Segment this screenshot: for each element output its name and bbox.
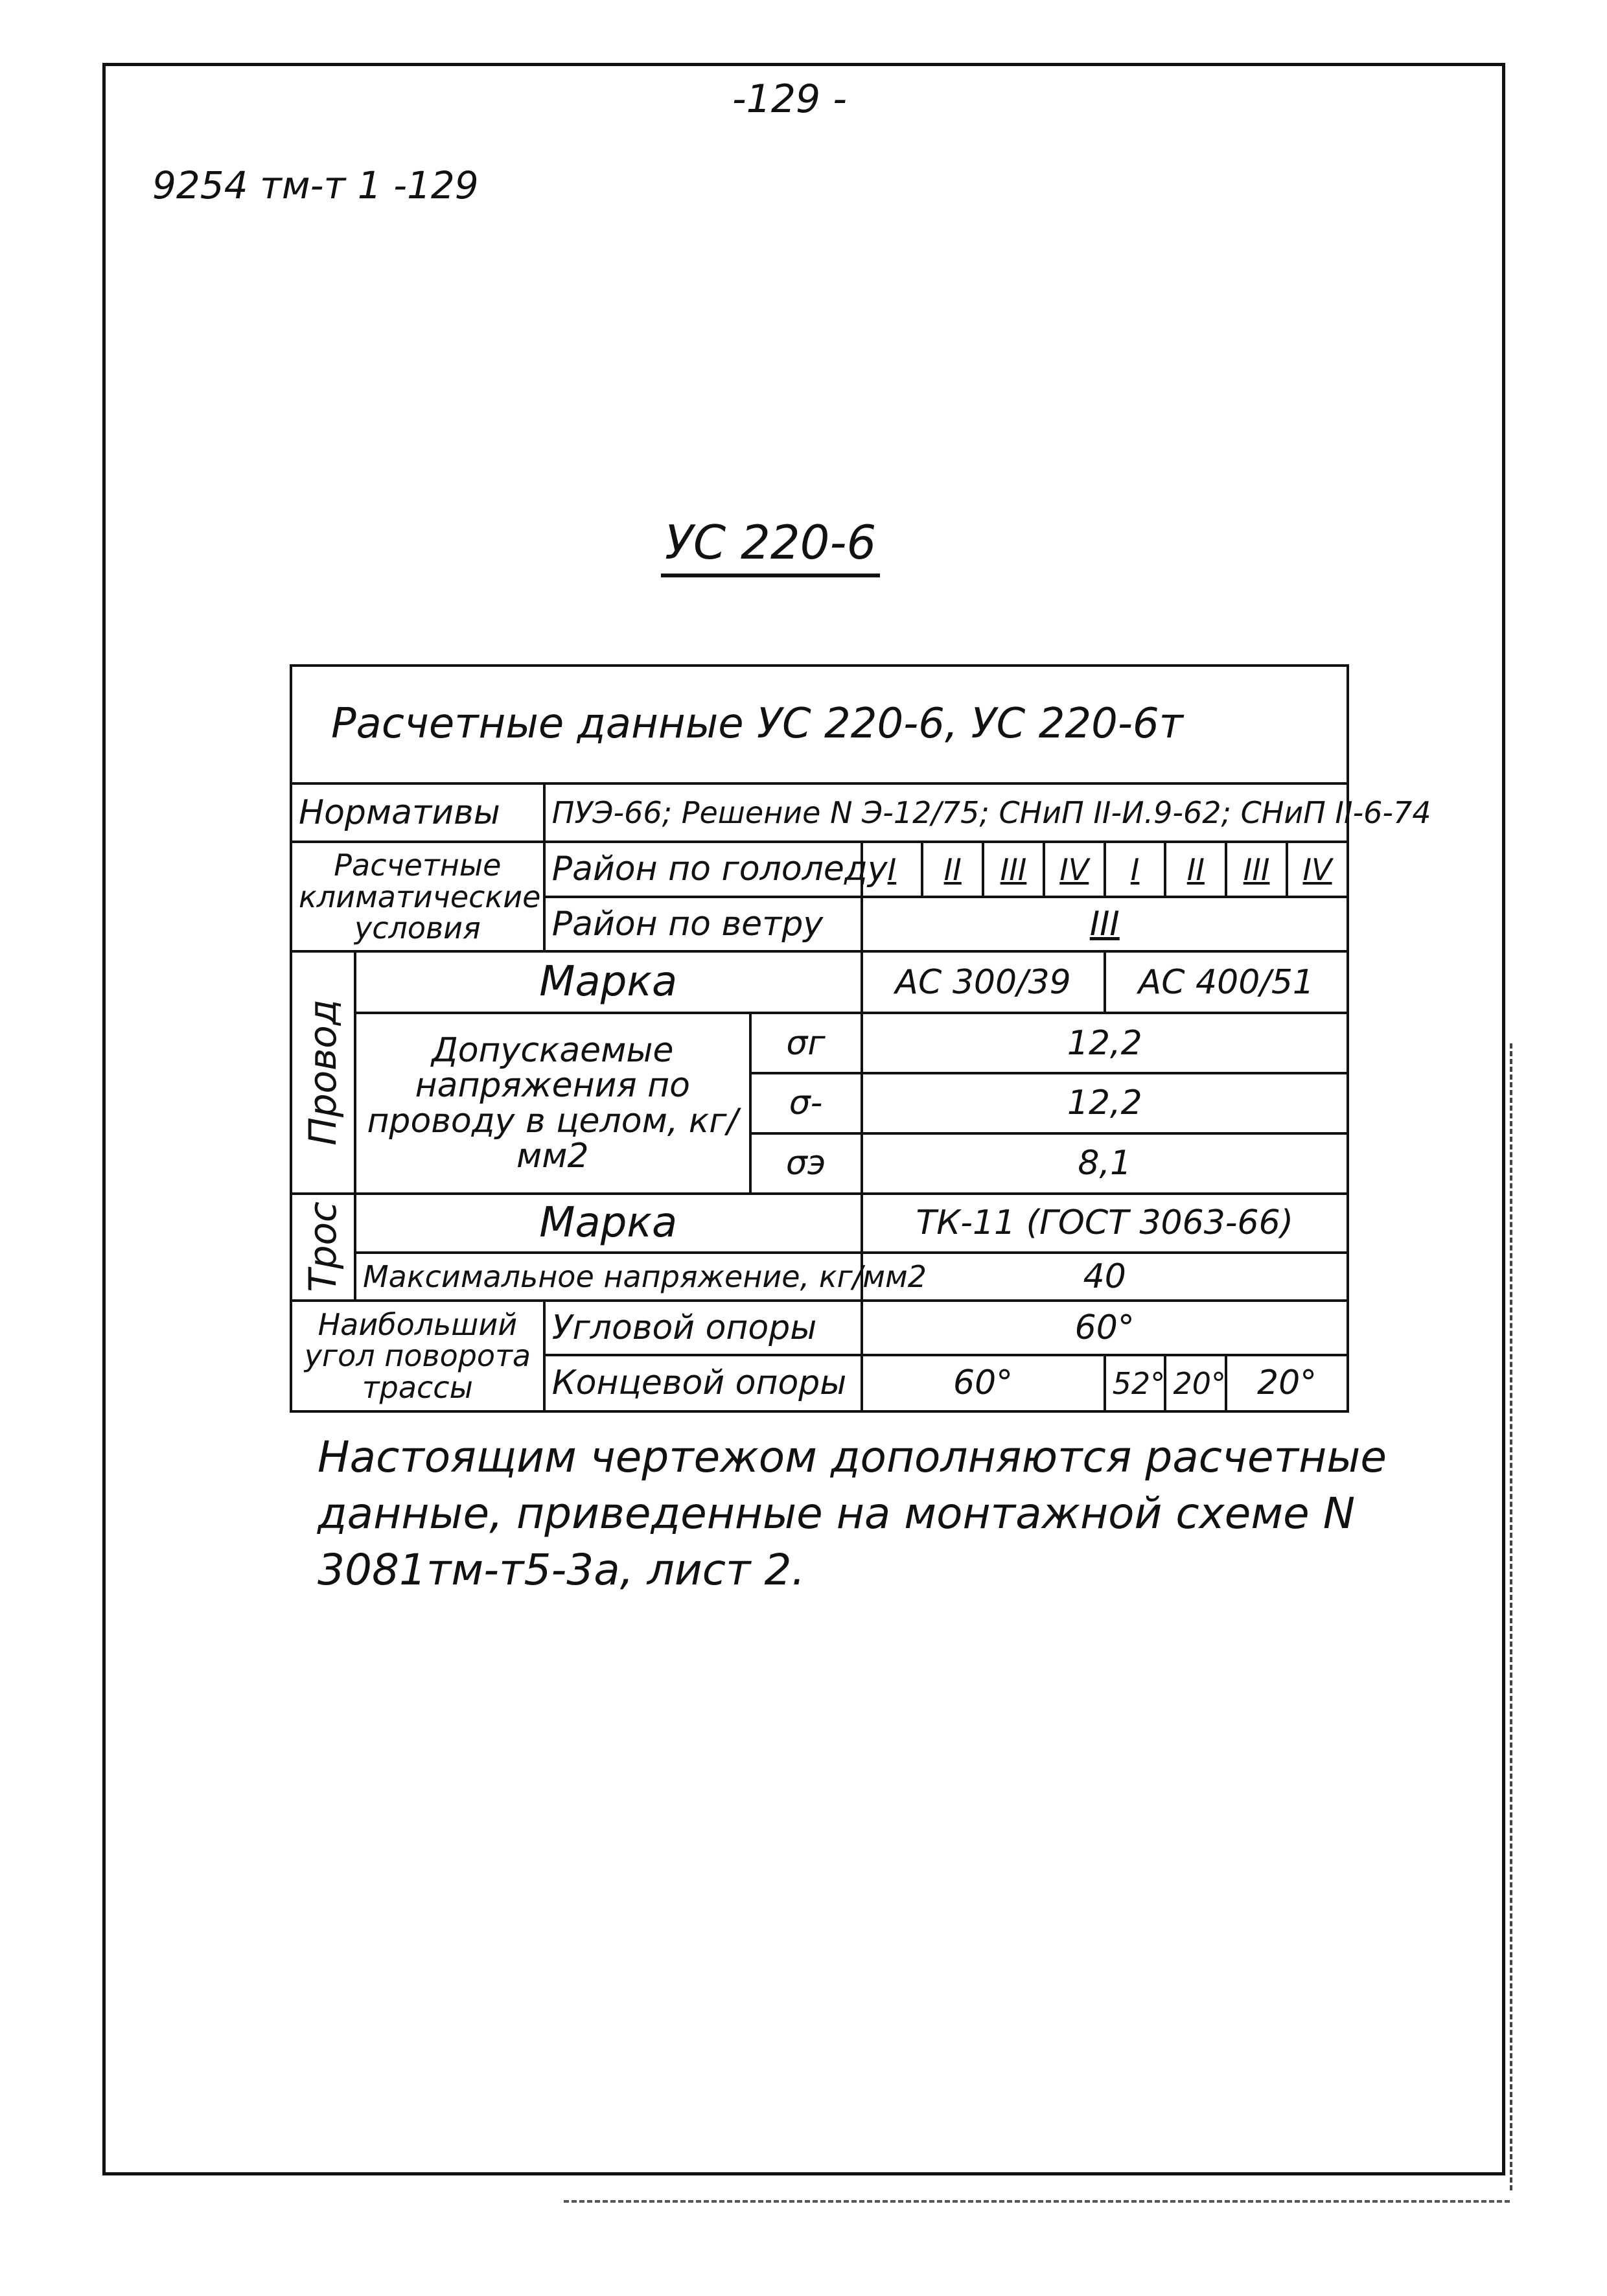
- bottom-dashed-edge: [564, 2200, 1510, 2203]
- table-header: Расчетные данные УС 220-6, УС 220-6т: [291, 666, 1348, 783]
- end-support-value: 60°: [862, 1355, 1105, 1411]
- end-support-value: 20°: [1226, 1355, 1348, 1411]
- ice-region-value: I: [1105, 842, 1166, 896]
- wire-group-label: Провод: [291, 951, 355, 1194]
- corner-support-value: 60°: [862, 1301, 1348, 1355]
- wind-region-label: Район по ветру: [544, 897, 862, 951]
- norms-value: ПУЭ-66; Решение N Э-12/75; СНиП II-И.9-62; СНиП II-6-74: [544, 783, 1348, 842]
- stress-symbol: σг: [750, 1013, 862, 1073]
- page-number: -129 -: [732, 76, 847, 122]
- wire-mark-label: Марка: [355, 951, 862, 1013]
- cable-mark-label: Марка: [355, 1194, 862, 1253]
- wire-mark-value: АС 400/51: [1105, 951, 1348, 1013]
- angle-label: Наибольший угол поворота трассы: [291, 1301, 544, 1411]
- max-stress-value: 40: [862, 1253, 1348, 1301]
- calculation-data-table: [290, 664, 1431, 1413]
- page-title: УС 220-6: [661, 515, 880, 577]
- ice-region-value: II: [922, 842, 983, 896]
- end-support-label: Концевой опоры: [544, 1355, 862, 1411]
- ice-region-value: IV: [1044, 842, 1105, 896]
- document-code: 9254 тм-т 1 -129: [152, 163, 479, 207]
- cable-mark-value: ТК-11 (ГОСТ 3063-66): [862, 1194, 1348, 1253]
- ice-region-value: III: [1226, 842, 1287, 896]
- stress-value: 12,2: [862, 1013, 1348, 1073]
- ice-region-label: Район по гололеду: [544, 842, 862, 896]
- cable-group-label: Трос: [291, 1194, 355, 1301]
- stress-symbol: σ-: [750, 1073, 862, 1133]
- max-stress-label: Максимальное напряжение, кг/мм2: [355, 1253, 862, 1301]
- norms-label: Нормативы: [291, 783, 544, 842]
- stress-value: 8,1: [862, 1133, 1348, 1194]
- ice-region-value: I: [862, 842, 923, 896]
- climate-label: Расчетные климатические условия: [291, 842, 544, 951]
- ice-region-value: IV: [1287, 842, 1348, 896]
- wire-stress-label: Допускаемые напряжения по проводу в целом, кг/мм2: [355, 1013, 750, 1194]
- corner-support-label: Угловой опоры: [544, 1301, 862, 1355]
- ice-region-value: III: [983, 842, 1044, 896]
- wire-mark-value: АС 300/39: [862, 951, 1105, 1013]
- wind-region-value: III: [862, 897, 1348, 951]
- stress-symbol: σэ: [750, 1133, 862, 1194]
- ice-region-value: II: [1165, 842, 1226, 896]
- end-support-value: 20°: [1165, 1355, 1226, 1411]
- frame-dashed-edge: [1510, 1043, 1516, 2190]
- note-text: Настоящим чертежом дополняются расчетные данные, приведенные на монтажной схеме N 3081тм-т5-3а, лист 2.: [318, 1432, 1387, 1595]
- stress-value: 12,2: [862, 1073, 1348, 1133]
- end-support-value: 52°: [1105, 1355, 1166, 1411]
